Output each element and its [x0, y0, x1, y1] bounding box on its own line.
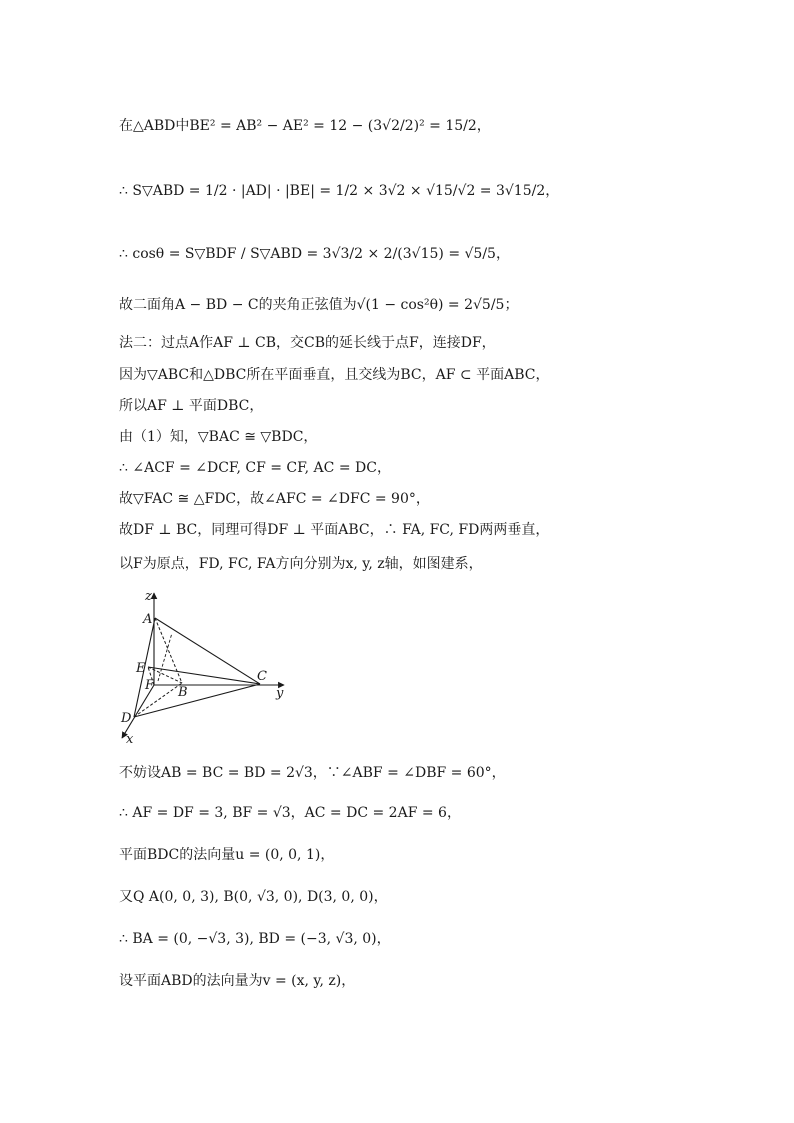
label-e: E — [136, 661, 146, 676]
label-z: z — [145, 589, 152, 604]
edge-db — [134, 683, 182, 717]
text-line-15: 平面BDC的法向量u = (0, 0, 1)， — [119, 847, 335, 863]
text-line-10: 故▽FAC ≅ △FDC，故∠AFC = ∠DFC = 90°， — [119, 491, 430, 507]
label-c: C — [257, 669, 267, 684]
text-line-5: 法二：过点A作AF ⊥ CB，交CB的延长线于点F，连接DF， — [119, 335, 496, 351]
text-line-7: 所以AF ⊥ 平面DBC， — [119, 398, 264, 414]
edge-ac — [155, 618, 260, 684]
label-a: A — [143, 612, 153, 627]
label-f: F — [145, 678, 155, 693]
text-line-13: 不妨设AB = BC = BD = 2√3，∵∠ABF = ∠DBF = 60°， — [119, 765, 506, 781]
label-x: x — [126, 732, 134, 745]
edge-ab — [155, 618, 182, 683]
label-d: D — [121, 711, 132, 726]
text-line-18: 设平面ABD的法向量为v = (x, y, z)， — [119, 973, 356, 989]
label-b: B — [178, 685, 188, 700]
text-line-14: ∴ AF = DF = 3, BF = √3，AC = DC = 2AF = 6， — [119, 805, 461, 821]
text-line-2: ∴ S▽ABD = 1/2 · |AD| · |BE| = 1/2 × 3√2 × √15/√2 = 3√15/2， — [119, 183, 560, 199]
text-line-8: 由（1）知，▽BAC ≅ ▽BDC， — [119, 429, 318, 445]
label-y: y — [276, 686, 284, 701]
text-line-17: ∴ BA = (0, −√3, 3), BD = (−3, √3, 0)， — [119, 931, 391, 947]
edge-ec — [148, 667, 260, 684]
text-line-4: 故二面角A − BD − C的夹角正弦值为√(1 − cos²θ) = 2√5/5； — [119, 297, 519, 313]
coordinate-figure — [112, 585, 297, 745]
text-line-6: 因为▽ABC和△DBC所在平面垂直，且交线为BC，AF ⊂ 平面ABC， — [119, 367, 550, 383]
text-line-1: 在△ABD中BE² = AB² − AE² = 12 − (3√2/2)² = 15/2， — [119, 118, 491, 134]
text-line-16: 又Q A(0, 0, 3), B(0, √3, 0), D(3, 0, 0)， — [119, 889, 388, 905]
edge-fa-inner — [158, 633, 172, 681]
text-line-3: ∴ cosθ = S▽BDF / S▽ABD = 3√3/2 × 2/(3√15) = √5/5， — [119, 246, 510, 262]
text-line-11: 故DF ⊥ BC，同理可得DF ⊥ 平面ABC，∴ FA, FC, FD两两垂直， — [119, 522, 550, 538]
text-line-12: 以F为原点，FD, FC, FA方向分别为x, y, z轴，如图建系， — [119, 556, 483, 572]
text-line-9: ∴ ∠ACF = ∠DCF, CF = CF, AC = DC， — [119, 460, 391, 476]
